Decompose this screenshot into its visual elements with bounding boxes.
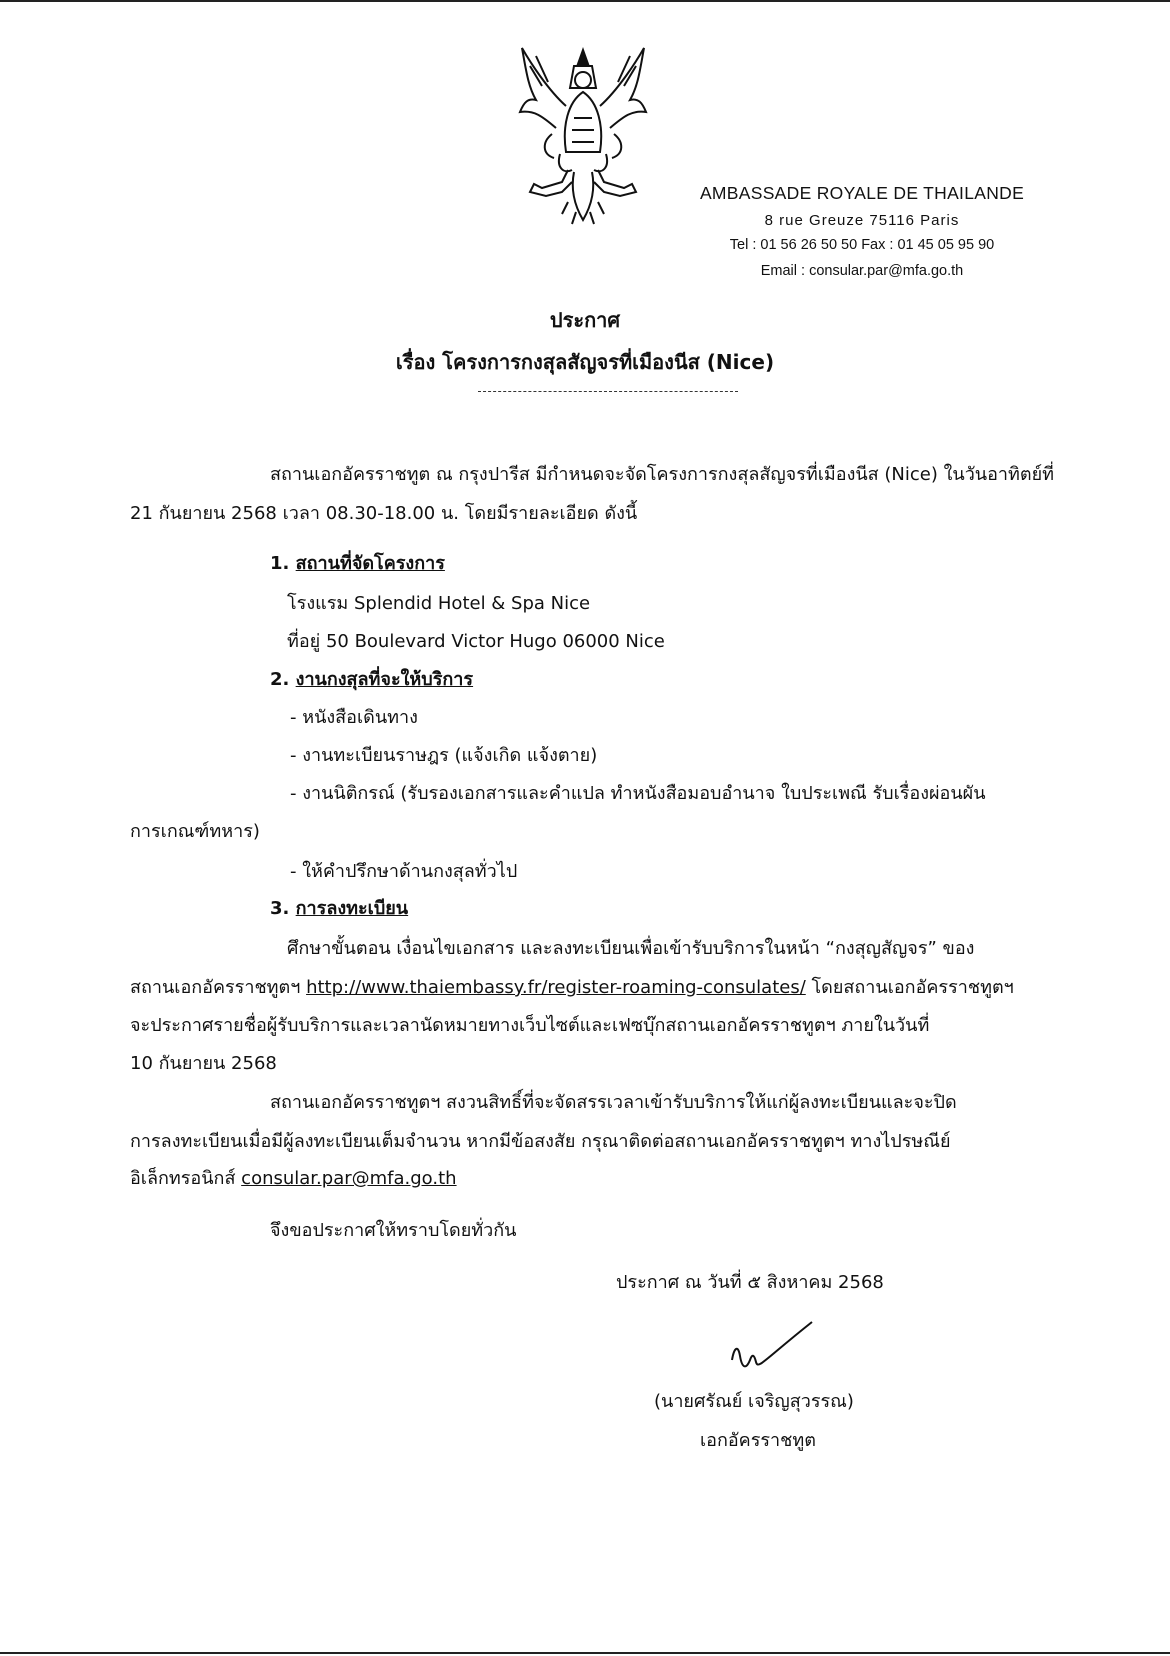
embassy-name: AMBASSADE ROYALE DE THAILANDE xyxy=(699,183,1025,203)
announcement-subject: เรื่อง โครงการกงสุลสัญจรที่เมืองนีส (Nice) xyxy=(395,350,775,374)
announcement-title: ประกาศ xyxy=(549,308,621,332)
section-1-number: 1. xyxy=(270,553,290,574)
intro-line-2: 21 กันยายน 2568 เวลา 08.30-18.00 น. โดยมีรายละเอียด ดังนี้ xyxy=(130,503,638,524)
registration-line-2 xyxy=(130,976,1014,1000)
venue-hotel: โรงแรม Splendid Hotel & Spa Nice xyxy=(287,593,591,614)
garuda-emblem-icon xyxy=(512,42,654,228)
signature-icon xyxy=(728,1320,816,1376)
registration-deadline: 10 กันยายน 2568 xyxy=(130,1053,277,1074)
scan-top-edge xyxy=(0,0,1170,2)
section-2-title: งานกงสุลที่จะให้บริการ xyxy=(295,669,474,690)
section-3-number: 3. xyxy=(270,898,290,919)
registration-line-2-post: โดยสถานเอกอัครราชทูตฯ xyxy=(811,977,1014,998)
signatory-name: (นายศรัณย์ เจริญสุวรรณ) xyxy=(654,1391,854,1412)
title-separator xyxy=(478,391,738,392)
service-item: - งานทะเบียนราษฎร (แจ้งเกิด แจ้งตาย) xyxy=(290,745,598,766)
contact-email-link[interactable]: consular.par@mfa.go.th xyxy=(241,1168,457,1189)
section-3-title: การลงทะเบียน xyxy=(295,898,409,919)
registration-line-3: จะประกาศรายชื่อผู้รับบริการและเวลานัดหมายทางเว็บไซต์และเฟซบุ๊กสถานเอกอัครราชทูตฯ ภายในวันที่ xyxy=(130,1015,930,1036)
service-item: - งานนิติกรณ์ (รับรองเอกสารและคำแปล ทำหนังสือมอบอำนาจ ใบประเพณี รับเรื่องผ่อนผัน xyxy=(290,783,986,804)
embassy-tel-fax: Tel : 01 56 26 50 50 Fax : 01 45 05 95 90 xyxy=(729,237,995,253)
venue-address: ที่อยู่ 50 Boulevard Victor Hugo 06000 Nice xyxy=(287,631,665,652)
section-2-heading xyxy=(270,668,473,692)
closing-line-3 xyxy=(130,1167,457,1191)
service-item-continued: การเกณฑ์ทหาร) xyxy=(130,821,260,842)
closing-line-2: การลงทะเบียนเมื่อมีผู้ลงทะเบียนเต็มจำนวน หากมีข้อสงสัย กรุณาติดต่อสถานเอกอัครราชทูตฯ ทางไปรษณีย์ xyxy=(130,1131,951,1152)
registration-link[interactable]: http://www.thaiembassy.fr/register-roaming-consulates/ xyxy=(306,977,806,998)
announcement-statement: จึงขอประกาศให้ทราบโดยทั่วกัน xyxy=(270,1220,517,1241)
section-3-heading xyxy=(270,897,408,921)
closing-line-3-pre: อิเล็กทรอนิกส์ xyxy=(130,1168,236,1189)
section-1-title: สถานที่จัดโครงการ xyxy=(295,553,445,574)
embassy-email: Email : consular.par@mfa.go.th xyxy=(760,263,964,279)
registration-line-2-pre: สถานเอกอัครราชทูตฯ xyxy=(130,977,301,998)
signatory-position: เอกอัครราชทูต xyxy=(700,1430,816,1451)
section-1-heading xyxy=(270,552,445,576)
embassy-letterhead xyxy=(652,183,1072,279)
announcement-date: ประกาศ ณ วันที่ ๕ สิงหาคม 2568 xyxy=(616,1272,884,1293)
service-item: - หนังสือเดินทาง xyxy=(290,707,418,728)
section-2-number: 2. xyxy=(270,669,290,690)
embassy-address: 8 rue Greuze 75116 Paris xyxy=(764,212,960,229)
closing-line-1: สถานเอกอัครราชทูตฯ สงวนสิทธิ์ที่จะจัดสรรเวลาเข้ารับบริการให้แก่ผู้ลงทะเบียนและจะปิด xyxy=(270,1092,957,1113)
registration-line-1: ศึกษาขั้นตอน เงื่อนไขเอกสาร และลงทะเบียนเพื่อเข้ารับบริการในหน้า “กงสุญสัญจร” ของ xyxy=(287,938,975,959)
scan-bottom-edge xyxy=(0,1652,1170,1654)
intro-line-1: สถานเอกอัครราชทูต ณ กรุงปารีส มีกำหนดจะจัดโครงการกงสุลสัญจรที่เมืองนีส (Nice) ในวันอาทิตย์ที่ xyxy=(270,464,1054,485)
service-item: - ให้คำปรึกษาด้านกงสุลทั่วไป xyxy=(290,861,518,882)
